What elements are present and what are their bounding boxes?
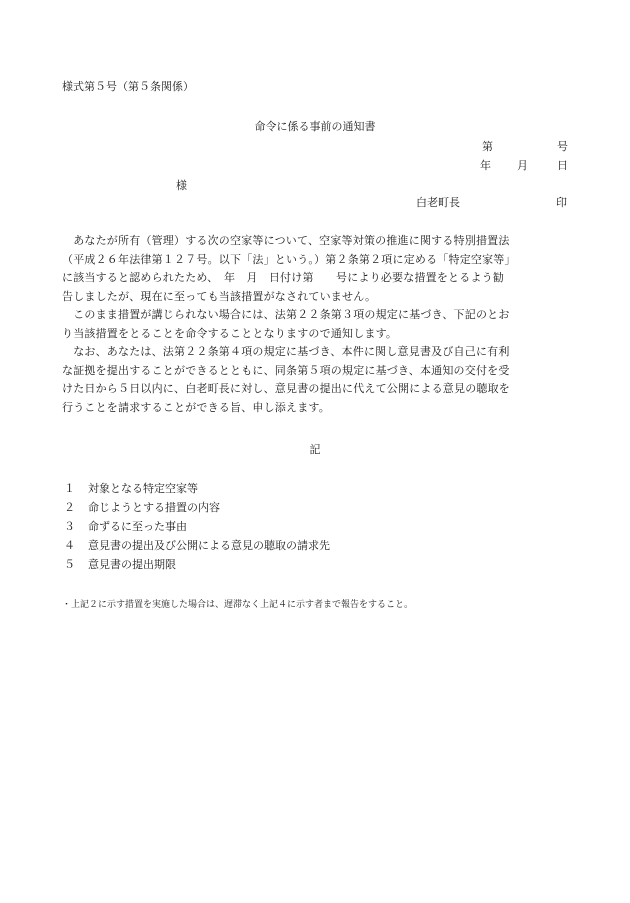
seal-mark: 印 <box>556 196 567 209</box>
document-number-suffix: 号 <box>557 140 568 153</box>
ki-heading: 記 <box>309 443 321 456</box>
list-item <box>64 498 330 517</box>
list-item <box>64 517 330 536</box>
item-text: 意見書の提出期限 <box>88 558 176 571</box>
item-number: ２ <box>64 501 75 514</box>
body-line: な証拠を提出することができるとともに、同条第５項の規定に基づき、本通知の交付を受 <box>62 363 510 377</box>
form-label: 様式第５号（第５条関係） <box>62 80 194 93</box>
item-text: 対象となる特定空家等 <box>88 482 198 495</box>
footnote: ・上記２に示す措置を実施した場合は、遅滞なく上記４に示す者まで報告をすること。 <box>62 600 414 610</box>
item-number: ４ <box>64 539 75 552</box>
body-line: このまま措置が講じられない場合には、法第２２条第３項の規定に基づき、下記のとお <box>62 308 510 321</box>
item-number: ５ <box>64 558 75 571</box>
list-item <box>64 555 330 574</box>
item-text: 命じようとする措置の内容 <box>88 501 220 514</box>
notice-body <box>62 232 570 417</box>
body-line: 行うことを請求することができる旨、申し添えます。 <box>62 400 330 414</box>
item-number: ３ <box>64 520 75 533</box>
sender: 白老町長 <box>416 196 460 209</box>
date-month-label: 月 <box>517 159 528 172</box>
list-item <box>64 479 330 498</box>
body-line: り当該措置をとることを命令することとなりますので通知します。 <box>62 326 398 340</box>
document-title: 命令に係る事前の通知書 <box>254 120 376 133</box>
body-line: あなたが所有（管理）する次の空家等について、空家等対策の推進に関する特別措置法 <box>62 234 510 247</box>
body-line: なお、あなたは、法第２２条第４項の規定に基づき、本件に関し意見書及び自己に有利 <box>62 345 510 358</box>
body-line: 告しましたが、現在に至っても当該措置がなされていません。 <box>62 289 377 303</box>
date-day-label: 日 <box>557 159 568 172</box>
item-number: １ <box>64 482 75 495</box>
item-text: 意見書の提出及び公開による意見の聴取の請求先 <box>88 539 330 552</box>
item-text: 命ずるに至った事由 <box>88 520 187 533</box>
addressee: 様 <box>176 179 187 192</box>
body-line: けた日から５日以内に、白老町長に対し、意見書の提出に代えて公開による意見の聴取を <box>62 382 510 395</box>
body-line: に該当すると認められたため、 年 月 日付け第 号により必要な措置をとるよう勧 <box>62 271 505 284</box>
date-year-label: 年 <box>480 159 491 172</box>
list-item <box>64 536 330 555</box>
body-line: （平成２６年法律第１２７号。以下「法」という。）第２条第２項に定める「特定空家等」 <box>62 252 516 266</box>
document-number-label: 第 <box>482 140 493 153</box>
item-list <box>64 479 330 574</box>
